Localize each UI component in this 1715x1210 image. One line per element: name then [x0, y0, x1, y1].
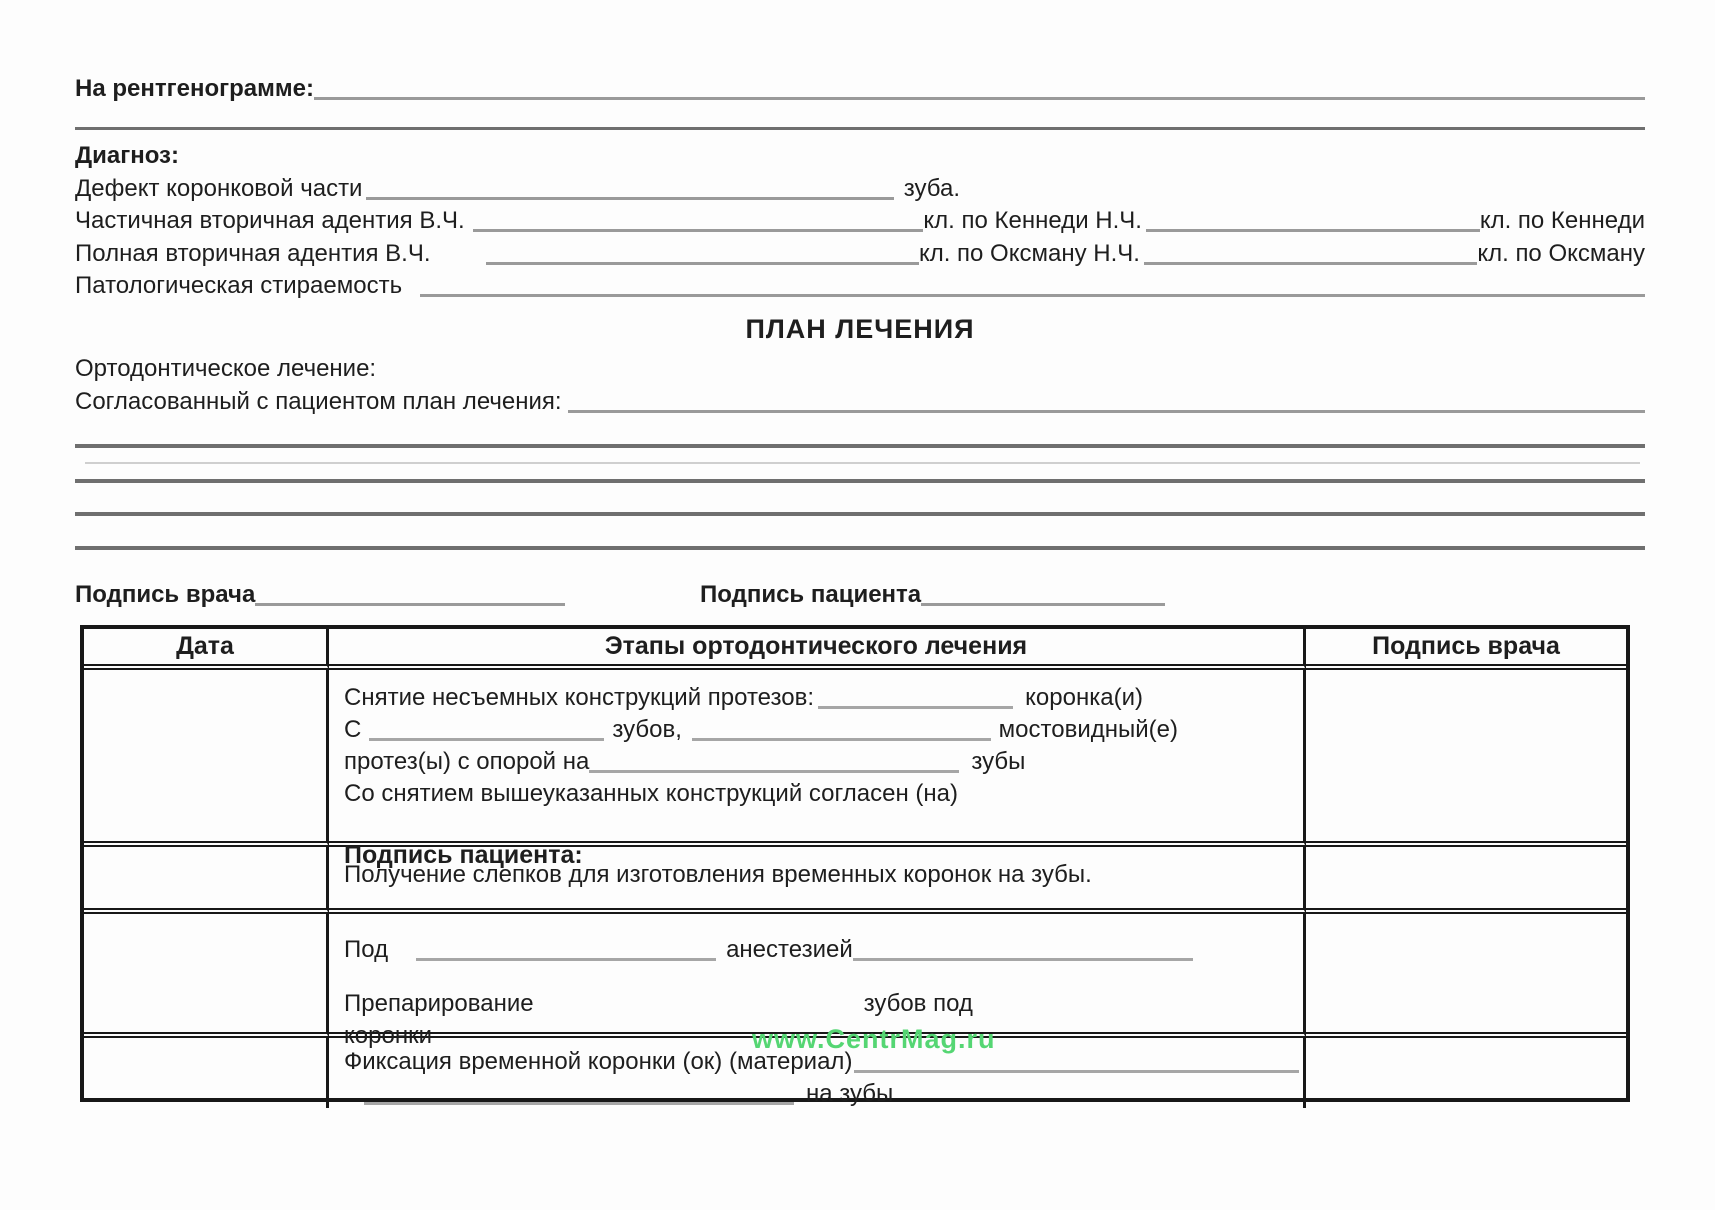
ruled-line-1 — [75, 444, 1645, 448]
row1-blank-field-3 — [692, 720, 991, 741]
partial-adentia-line — [75, 208, 1645, 235]
teeth2-label: зубы — [971, 748, 1026, 775]
table-header-stages — [329, 629, 1306, 670]
row1-doctor-sign-cell — [1306, 670, 1626, 847]
row4-blank-field-2 — [364, 1084, 794, 1105]
full-blank-field-2 — [1144, 262, 1477, 265]
orthodontic-line — [75, 356, 376, 383]
full-adentia-line — [75, 241, 1645, 268]
radiograph-blank-line2 — [75, 127, 1645, 130]
row1-stages-cell — [329, 670, 1306, 869]
row3-doctor-sign-cell — [1306, 914, 1626, 1038]
fixation-label: Фиксация временной коронки (ок) (материал) — [344, 1048, 853, 1075]
partial-blank-field-2 — [1146, 229, 1480, 232]
consent-label: Со снятием вышеуказанных конструкций согласен (на) — [344, 780, 958, 807]
row3-blank-field-2 — [853, 940, 1193, 961]
teeth-under-label: зубов под — [863, 990, 973, 1017]
teeth-label: зубов, — [612, 716, 682, 743]
row2-line1 — [344, 857, 1303, 889]
ruled-line-4 — [75, 546, 1645, 550]
table-header-doctor-sign-label: Подпись врача — [1372, 632, 1560, 660]
row4-date-cell — [84, 1038, 329, 1108]
table-header-date — [84, 629, 329, 670]
on-teeth-label: на зубы — [806, 1080, 894, 1107]
table-header-stages-label: Этапы ортодонтического лечения — [604, 632, 1028, 660]
row3-blank-field-1 — [416, 940, 716, 961]
ruled-line-faint — [85, 462, 1640, 464]
row1-date-cell — [84, 670, 329, 847]
full-suffix-label: кл. по Оксману — [1477, 240, 1645, 267]
removal-label: Снятие несъемных конструкций протезов: — [344, 684, 814, 711]
under-label: Под — [344, 936, 389, 963]
watermark: www.CentrMag.ru — [752, 1024, 996, 1054]
partial-blank-field-1 — [473, 229, 924, 232]
crowns-label: коронки — [344, 1022, 432, 1049]
plan-title: ПЛАН ЛЕЧЕНИЯ — [745, 314, 975, 344]
row2-doctor-sign-cell — [1306, 847, 1626, 914]
row1-line3 — [344, 744, 1303, 776]
row3-line1 — [344, 932, 1193, 964]
radiograph-blank-field — [314, 97, 1645, 100]
defect-blank-field — [366, 197, 893, 200]
row3-date-cell — [84, 914, 329, 1038]
row1-line1 — [344, 680, 1143, 712]
row2-date-cell — [84, 847, 329, 914]
abrasion-line — [75, 273, 1645, 300]
patient-signature-line — [700, 582, 1165, 609]
abrasion-blank-field — [420, 294, 1645, 297]
partial-suffix-label: кл. по Кеннеди — [1479, 207, 1645, 234]
defect-line — [75, 176, 960, 203]
radiograph-line — [75, 76, 1645, 103]
row4-blank-field-1 — [854, 1052, 1299, 1073]
prosthesis-support-label: протез(ы) с опорой на — [344, 748, 590, 775]
ruled-line-2 — [75, 479, 1645, 483]
ruled-line-3 — [75, 512, 1645, 516]
row1-patient-signature-label: Подпись пациента: — [344, 841, 583, 869]
patient-signature-label: Подпись пациента — [700, 581, 922, 608]
doctor-signature-label: Подпись врача — [75, 581, 256, 608]
from-label: С — [344, 716, 362, 743]
preparation-label: Препарирование — [344, 990, 534, 1017]
row1-line4 — [344, 776, 1303, 808]
agreed-plan-line — [75, 389, 1645, 416]
table-header-doctor-sign — [1306, 629, 1626, 670]
anesthesia-label: анестезией — [726, 936, 853, 963]
doctor-signature-line — [75, 582, 565, 609]
row3-line2 — [344, 986, 1303, 1018]
defect-suffix: зуба. — [903, 175, 960, 202]
partial-adentia-label: Частичная вторичная адентия В.Ч. — [75, 207, 465, 234]
row4-doctor-sign-cell — [1306, 1038, 1626, 1108]
row2-stages-cell — [329, 847, 1306, 914]
defect-label: Дефект коронковой части — [75, 175, 363, 202]
patient-signature-blank-field — [921, 603, 1165, 606]
row1-blank-field-2 — [369, 720, 604, 741]
crown-label: коронка(и) — [1025, 684, 1143, 711]
full-mid-label: кл. по Оксману Н.Ч. — [918, 240, 1140, 267]
partial-mid-label: кл. по Кеннеди Н.Ч. — [923, 207, 1142, 234]
full-adentia-label: Полная вторичная адентия В.Ч. — [75, 240, 431, 267]
table-header-date-label: Дата — [176, 632, 234, 660]
agreed-plan-label: Согласованный с пациентом план лечения: — [75, 388, 562, 415]
full-blank-field-1 — [486, 262, 919, 265]
agreed-plan-blank-field — [568, 410, 1645, 413]
abrasion-label: Патологическая стираемость — [75, 272, 403, 299]
diagnosis-heading-row — [75, 143, 179, 170]
row1-blank-field-1 — [818, 688, 1013, 709]
orthodontic-label: Ортодонтическое лечение: — [75, 355, 377, 382]
doctor-signature-blank-field — [255, 603, 565, 606]
row1-line2 — [344, 712, 1178, 744]
row1-blank-field-4 — [589, 752, 959, 773]
bridge-label: мостовидный(е) — [998, 716, 1178, 743]
row4-line2 — [344, 1076, 1303, 1108]
diagnosis-heading: Диагноз: — [75, 142, 179, 169]
radiograph-label: На рентгенограмме: — [75, 75, 314, 102]
impressions-label: Получение слепков для изготовления временных коронок на зубы. — [344, 861, 1092, 888]
